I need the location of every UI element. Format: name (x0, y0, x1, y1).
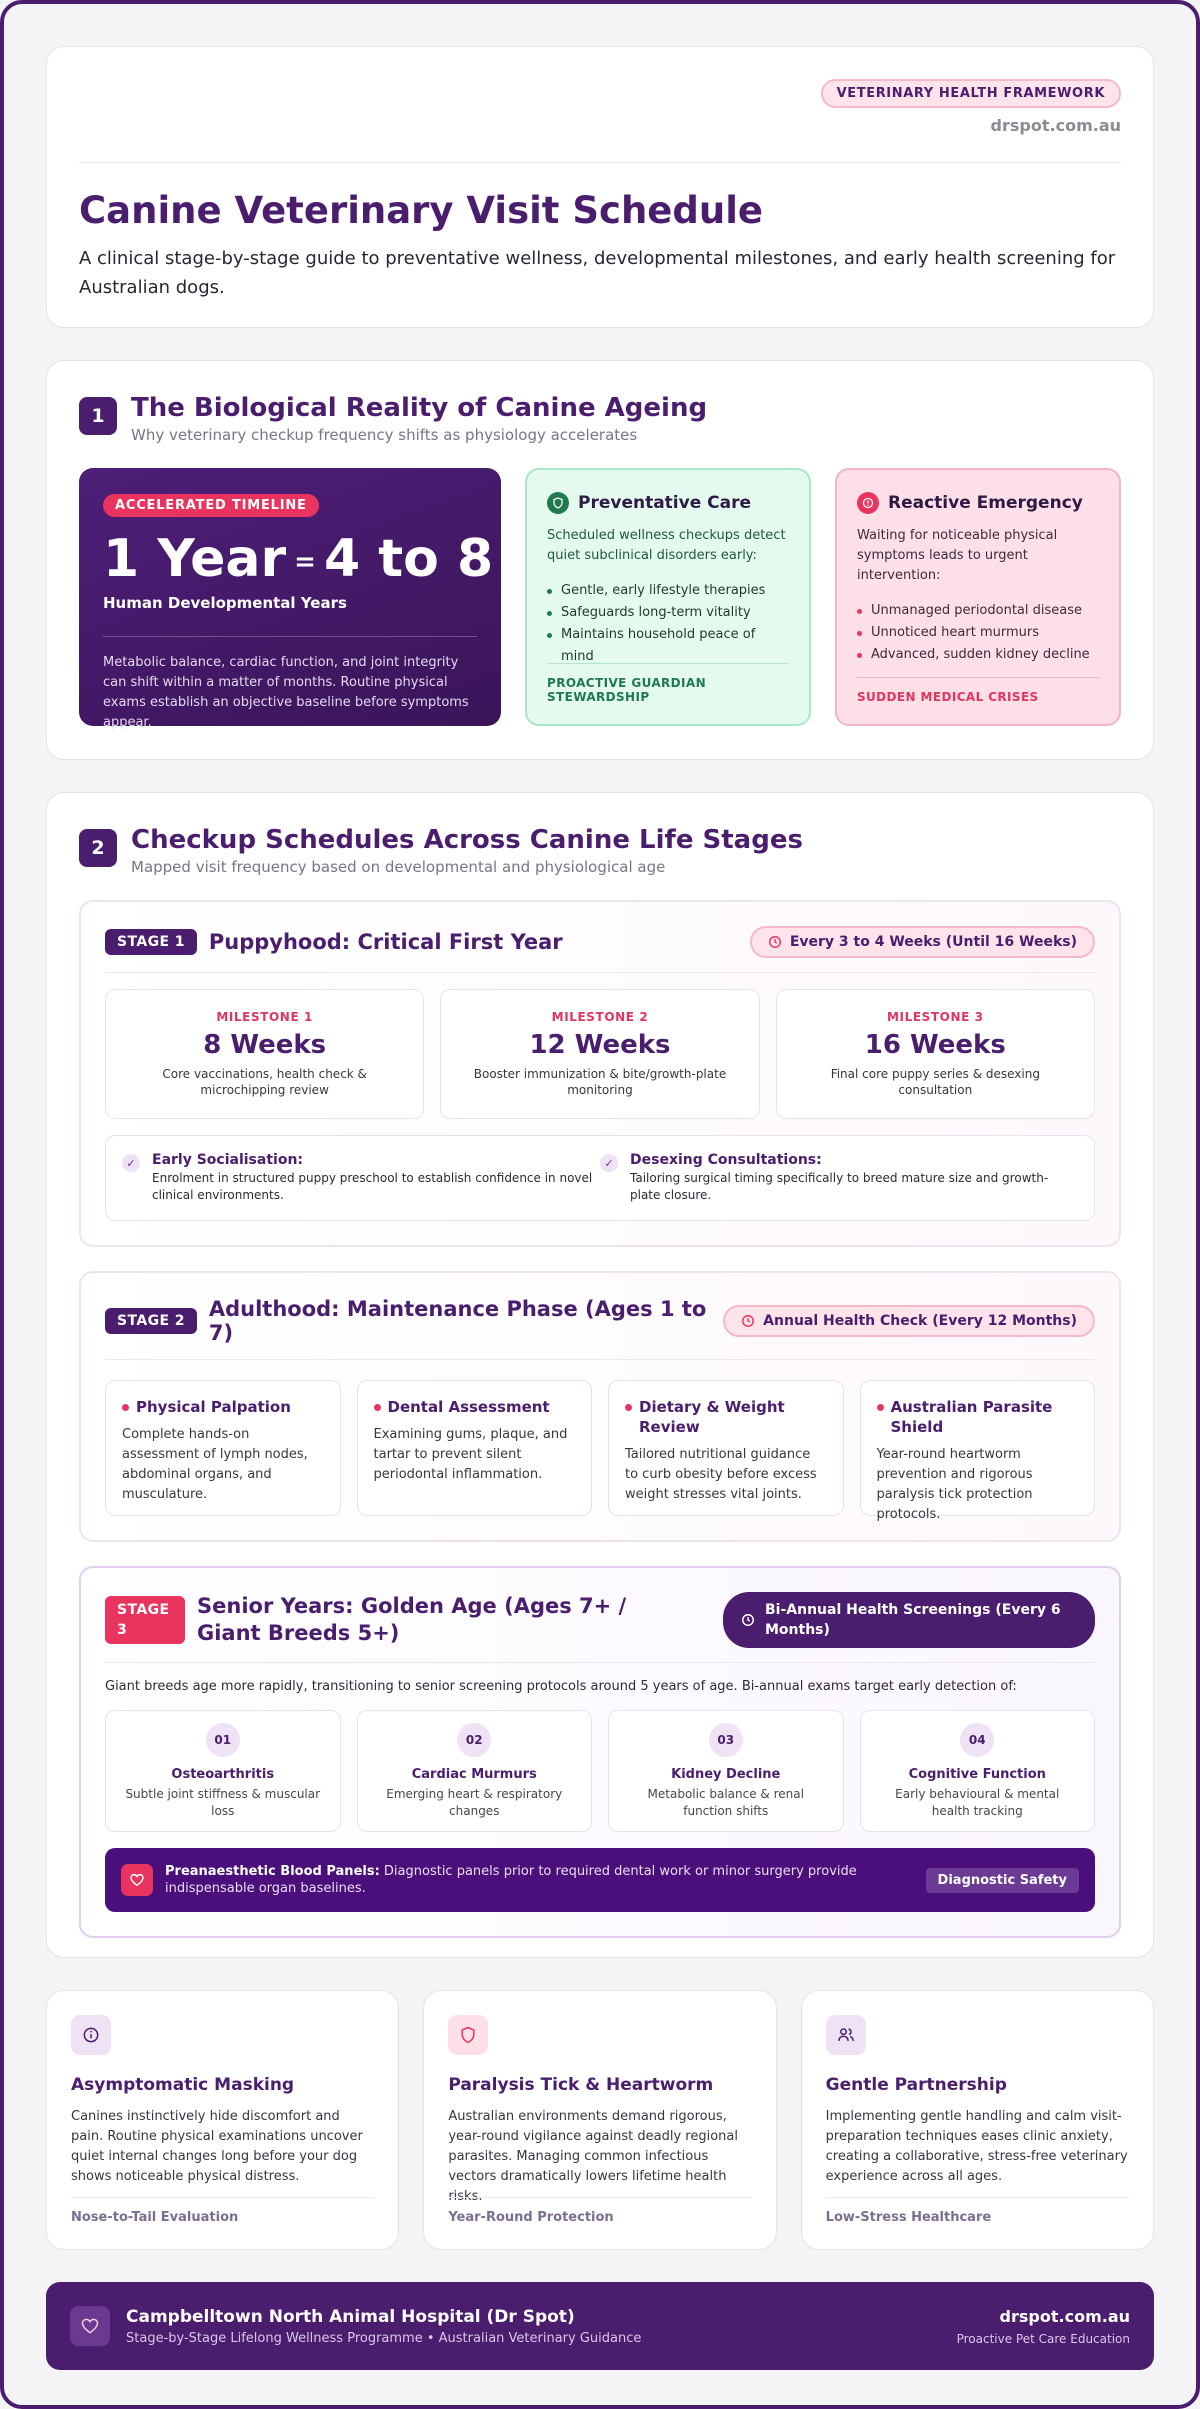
screening-number: 02 (457, 1723, 491, 1757)
adult-pillars (105, 1380, 1095, 1522)
screening-card (860, 1710, 1096, 1832)
accelerated-timeline-card (79, 468, 501, 730)
list-item: Unnoticed heart murmurs (857, 622, 1099, 644)
list-item: Safeguards long-term vitality (547, 602, 789, 624)
dog-year: 1 Year (103, 529, 287, 589)
heart-icon (70, 2306, 110, 2346)
screening-description: Early behavioural & mental health tracking (895, 1787, 1060, 1818)
stage-senior (79, 1566, 1121, 1938)
senior-screens (105, 1710, 1095, 1832)
footer-tagline: Proactive Pet Care Education (956, 2331, 1130, 2346)
shield-icon (547, 492, 569, 514)
accelerated-description: Metabolic balance, cardiac function, and joint integrity can shift within a matter of months. Routine physical exams establish an objective baseline before symptoms appear. (103, 655, 469, 730)
info-footer: Nose-to-Tail Evaluation (71, 2197, 374, 2225)
stage-tag: STAGE 1 (105, 929, 197, 955)
puppy-notes (105, 1135, 1095, 1221)
diagnostic-safety-badge: Diagnostic Safety (926, 1868, 1079, 1893)
pillar-title: Physical Palpation (122, 1397, 324, 1417)
blood-panel-text (165, 1863, 914, 1897)
frequency-text: Every 3 to 4 Weeks (Until 16 Weeks) (789, 934, 1077, 950)
milestone-description: Final core puppy series & desexing consultation (830, 1067, 1040, 1097)
hospital-name: Campbelltown North Animal Hospital (Dr Spot) (126, 2306, 575, 2327)
screening-description: Subtle joint stiffness & muscular loss (125, 1787, 321, 1818)
note-description: Enrolment in structured puppy preschool to establish confidence in novel clinical environments. (152, 1171, 593, 1202)
stage-title: Puppyhood: Critical First Year (208, 930, 563, 954)
milestone-label: MILESTONE 1 (216, 1010, 313, 1024)
stage-title: Adulthood: Maintenance Phase (Ages 1 to 7) (208, 1297, 707, 1345)
users-icon (826, 2015, 866, 2055)
stage-tag: STAGE 2 (105, 1308, 197, 1334)
screening-number: 03 (709, 1723, 743, 1757)
clock-icon (768, 935, 782, 949)
section-ageing (46, 360, 1154, 760)
preventative-footer: PROACTIVE GUARDIAN STEWARDSHIP (547, 663, 789, 704)
pillar-description: Year-round heartworm prevention and rigorous paralysis tick protection protocols. (876, 1447, 1033, 1522)
pillar-description: Tailored nutritional guidance to curb obesity before excess weight stresses vital joints. (625, 1447, 817, 1502)
stage-adulthood (79, 1271, 1121, 1542)
stage-tag: STAGE 3 (105, 1596, 185, 1644)
clock-icon (741, 1613, 755, 1627)
reactive-title: Reactive Emergency (888, 493, 1083, 513)
section-number: 2 (79, 829, 117, 867)
pillar-description: Complete hands-on assessment of lymph nodes, abdominal organs, and musculature. (122, 1427, 308, 1502)
info-footer: Low-Stress Healthcare (826, 2197, 1129, 2225)
frequency-text: Annual Health Check (Every 12 Months) (763, 1313, 1077, 1329)
milestone-label: MILESTONE 3 (886, 1010, 984, 1024)
header-top (79, 79, 1121, 163)
clock-icon (741, 1314, 755, 1328)
info-title: Asymptomatic Masking (71, 2075, 295, 2095)
blood-panel-banner (105, 1848, 1095, 1912)
footer-banner (46, 2282, 1154, 2370)
age-equation (103, 529, 494, 590)
note-item (600, 1152, 1078, 1204)
reactive-footer: SUDDEN MEDICAL CRISES (857, 677, 1099, 704)
accelerated-label: Human Developmental Years (103, 594, 347, 612)
check-icon: ✓ (600, 1154, 618, 1172)
section-number: 1 (79, 397, 117, 435)
pillar-description: Examining gums, plaque, and tartar to prevent silent periodontal inflammation. (373, 1427, 568, 1482)
stage-title: Senior Years: Golden Age (Ages 7+ / Giant Breeds 5+) (197, 1594, 627, 1645)
framework-badge: VETERINARY HEALTH FRAMEWORK (821, 79, 1121, 108)
info-title: Paralysis Tick & Heartworm (448, 2075, 714, 2095)
page-subtitle: A clinical stage-by-stage guide to preventative wellness, developmental milestones, and early health screening for Australian dogs. (79, 248, 1116, 298)
info-card-masking (46, 1990, 399, 2250)
ageing-grid (79, 468, 1121, 730)
screening-title: Cardiac Murmurs (411, 1767, 537, 1782)
pillar-title: Dental Assessment (374, 1397, 576, 1417)
list-item: Maintains household peace of mind (547, 624, 789, 668)
milestone-card (776, 989, 1095, 1119)
screening-number: 04 (960, 1723, 994, 1757)
screening-card (608, 1710, 844, 1832)
frequency-badge (723, 1592, 1095, 1648)
milestone-description: Core vaccinations, health check & microchipping review (162, 1067, 367, 1097)
stage-puppyhood (79, 900, 1121, 1247)
site-link[interactable]: drspot.com.au (990, 116, 1121, 135)
section-header (79, 393, 1121, 444)
note-title: Desexing Consultations: (630, 1152, 822, 1168)
pillar-title: Australian Parasite Shield (877, 1397, 1079, 1437)
info-description: Implementing gentle handling and calm visit-preparation techniques eases clinic anxiety, creating a collaborative, stress-free veterinary experience across all ages. (825, 2109, 1128, 2184)
screening-number: 01 (206, 1723, 240, 1757)
screening-description: Emerging heart & respiratory changes (386, 1787, 563, 1818)
preventative-title: Preventative Care (578, 493, 752, 513)
milestone-label: MILESTONE 2 (551, 1010, 649, 1024)
section-title: Checkup Schedules Across Canine Life Stages (131, 825, 803, 855)
header-card (46, 46, 1154, 328)
equals-sign: = (294, 547, 316, 577)
human-years: 4 to 8 (323, 529, 494, 589)
check-icon: ✓ (122, 1154, 140, 1172)
page-title: Canine Veterinary Visit Schedule (79, 189, 763, 232)
pillar-card (608, 1380, 844, 1516)
milestone-description: Booster immunization & bite/growth-plate monitoring (473, 1067, 727, 1097)
milestone-card (440, 989, 759, 1119)
screening-card (105, 1710, 341, 1832)
section-life-stages (46, 792, 1154, 1958)
milestone-value: 12 Weeks (529, 1030, 671, 1060)
footer-site-link[interactable]: drspot.com.au (999, 2306, 1130, 2326)
pillar-card (357, 1380, 593, 1516)
note-title: Early Socialisation: (152, 1152, 304, 1168)
reactive-emergency-card (835, 468, 1121, 726)
section-title: The Biological Reality of Canine Ageing (131, 393, 708, 423)
info-icon (71, 2015, 111, 2055)
info-title: Gentle Partnership (825, 2075, 1007, 2095)
blood-panel-title: Preanaesthetic Blood Panels: (165, 1864, 380, 1879)
note-item (122, 1152, 600, 1204)
pillar-title: Dietary & Weight Review (625, 1397, 827, 1437)
section-subtitle: Mapped visit frequency based on developmental and physiological age (131, 858, 666, 876)
milestone-value: 16 Weeks (864, 1030, 1006, 1060)
screening-title: Kidney Decline (671, 1767, 781, 1782)
info-card-tick (423, 1990, 776, 2250)
preventative-description: Scheduled wellness checkups detect quiet subclinical disorders early: (547, 528, 786, 563)
footer-subtitle: Stage-by-Stage Lifelong Wellness Programme • Australian Veterinary Guidance (126, 2330, 642, 2346)
blood-panel-description: Diagnostic panels prior to required dental work or minor surgery provide indispensable organ baselines. (165, 1864, 857, 1896)
info-description: Canines instinctively hide discomfort and pain. Routine physical examinations uncover quiet internal changes long before your dog shows noticeable physical distress. (71, 2109, 363, 2184)
list-item: Advanced, sudden kidney decline (857, 644, 1099, 666)
screening-card (357, 1710, 593, 1832)
pillar-card (860, 1380, 1096, 1522)
senior-description: Giant breeds age more rapidly, transitioning to senior screening protocols around 5 years of age. Bi-annual exams target early detection of: (105, 1679, 1017, 1694)
accelerated-badge: ACCELERATED TIMELINE (103, 494, 319, 517)
frequency-badge (750, 926, 1095, 958)
list-item: Gentle, early lifestyle therapies (547, 580, 789, 602)
divider (103, 636, 477, 637)
info-description: Australian environments demand rigorous, year-round vigilance against deadly regional parasites. Managing common infectious vectors dramatically lowers lifetime health risks. (448, 2109, 738, 2204)
list-item: Unmanaged periodontal disease (857, 600, 1099, 622)
frequency-badge (723, 1305, 1095, 1337)
info-footer: Year-Round Protection (448, 2197, 751, 2225)
shield-icon (448, 2015, 488, 2055)
pillar-card (105, 1380, 341, 1516)
info-cards (46, 1990, 1154, 2250)
reactive-list (857, 600, 1099, 666)
info-card-partnership (801, 1990, 1154, 2250)
screening-description: Metabolic balance & renal function shifts (647, 1787, 804, 1818)
frequency-text: Bi-Annual Health Screenings (Every 6 Months) (765, 1602, 1061, 1638)
alert-icon (857, 492, 879, 514)
milestones (105, 989, 1095, 1119)
section-subtitle: Why veterinary checkup frequency shifts as physiology accelerates (131, 426, 638, 444)
preventative-care-card (525, 468, 811, 726)
milestone-card (105, 989, 424, 1119)
note-description: Tailoring surgical timing specifically to breed mature size and growth-plate closure. (630, 1171, 1049, 1202)
screening-title: Osteoarthritis (171, 1767, 275, 1782)
preventative-list (547, 580, 789, 668)
heart-icon (121, 1864, 153, 1896)
screening-title: Cognitive Function (908, 1767, 1046, 1782)
reactive-description: Waiting for noticeable physical symptoms leads to urgent intervention: (857, 528, 1058, 583)
milestone-value: 8 Weeks (203, 1030, 327, 1060)
section-header (79, 825, 1121, 876)
